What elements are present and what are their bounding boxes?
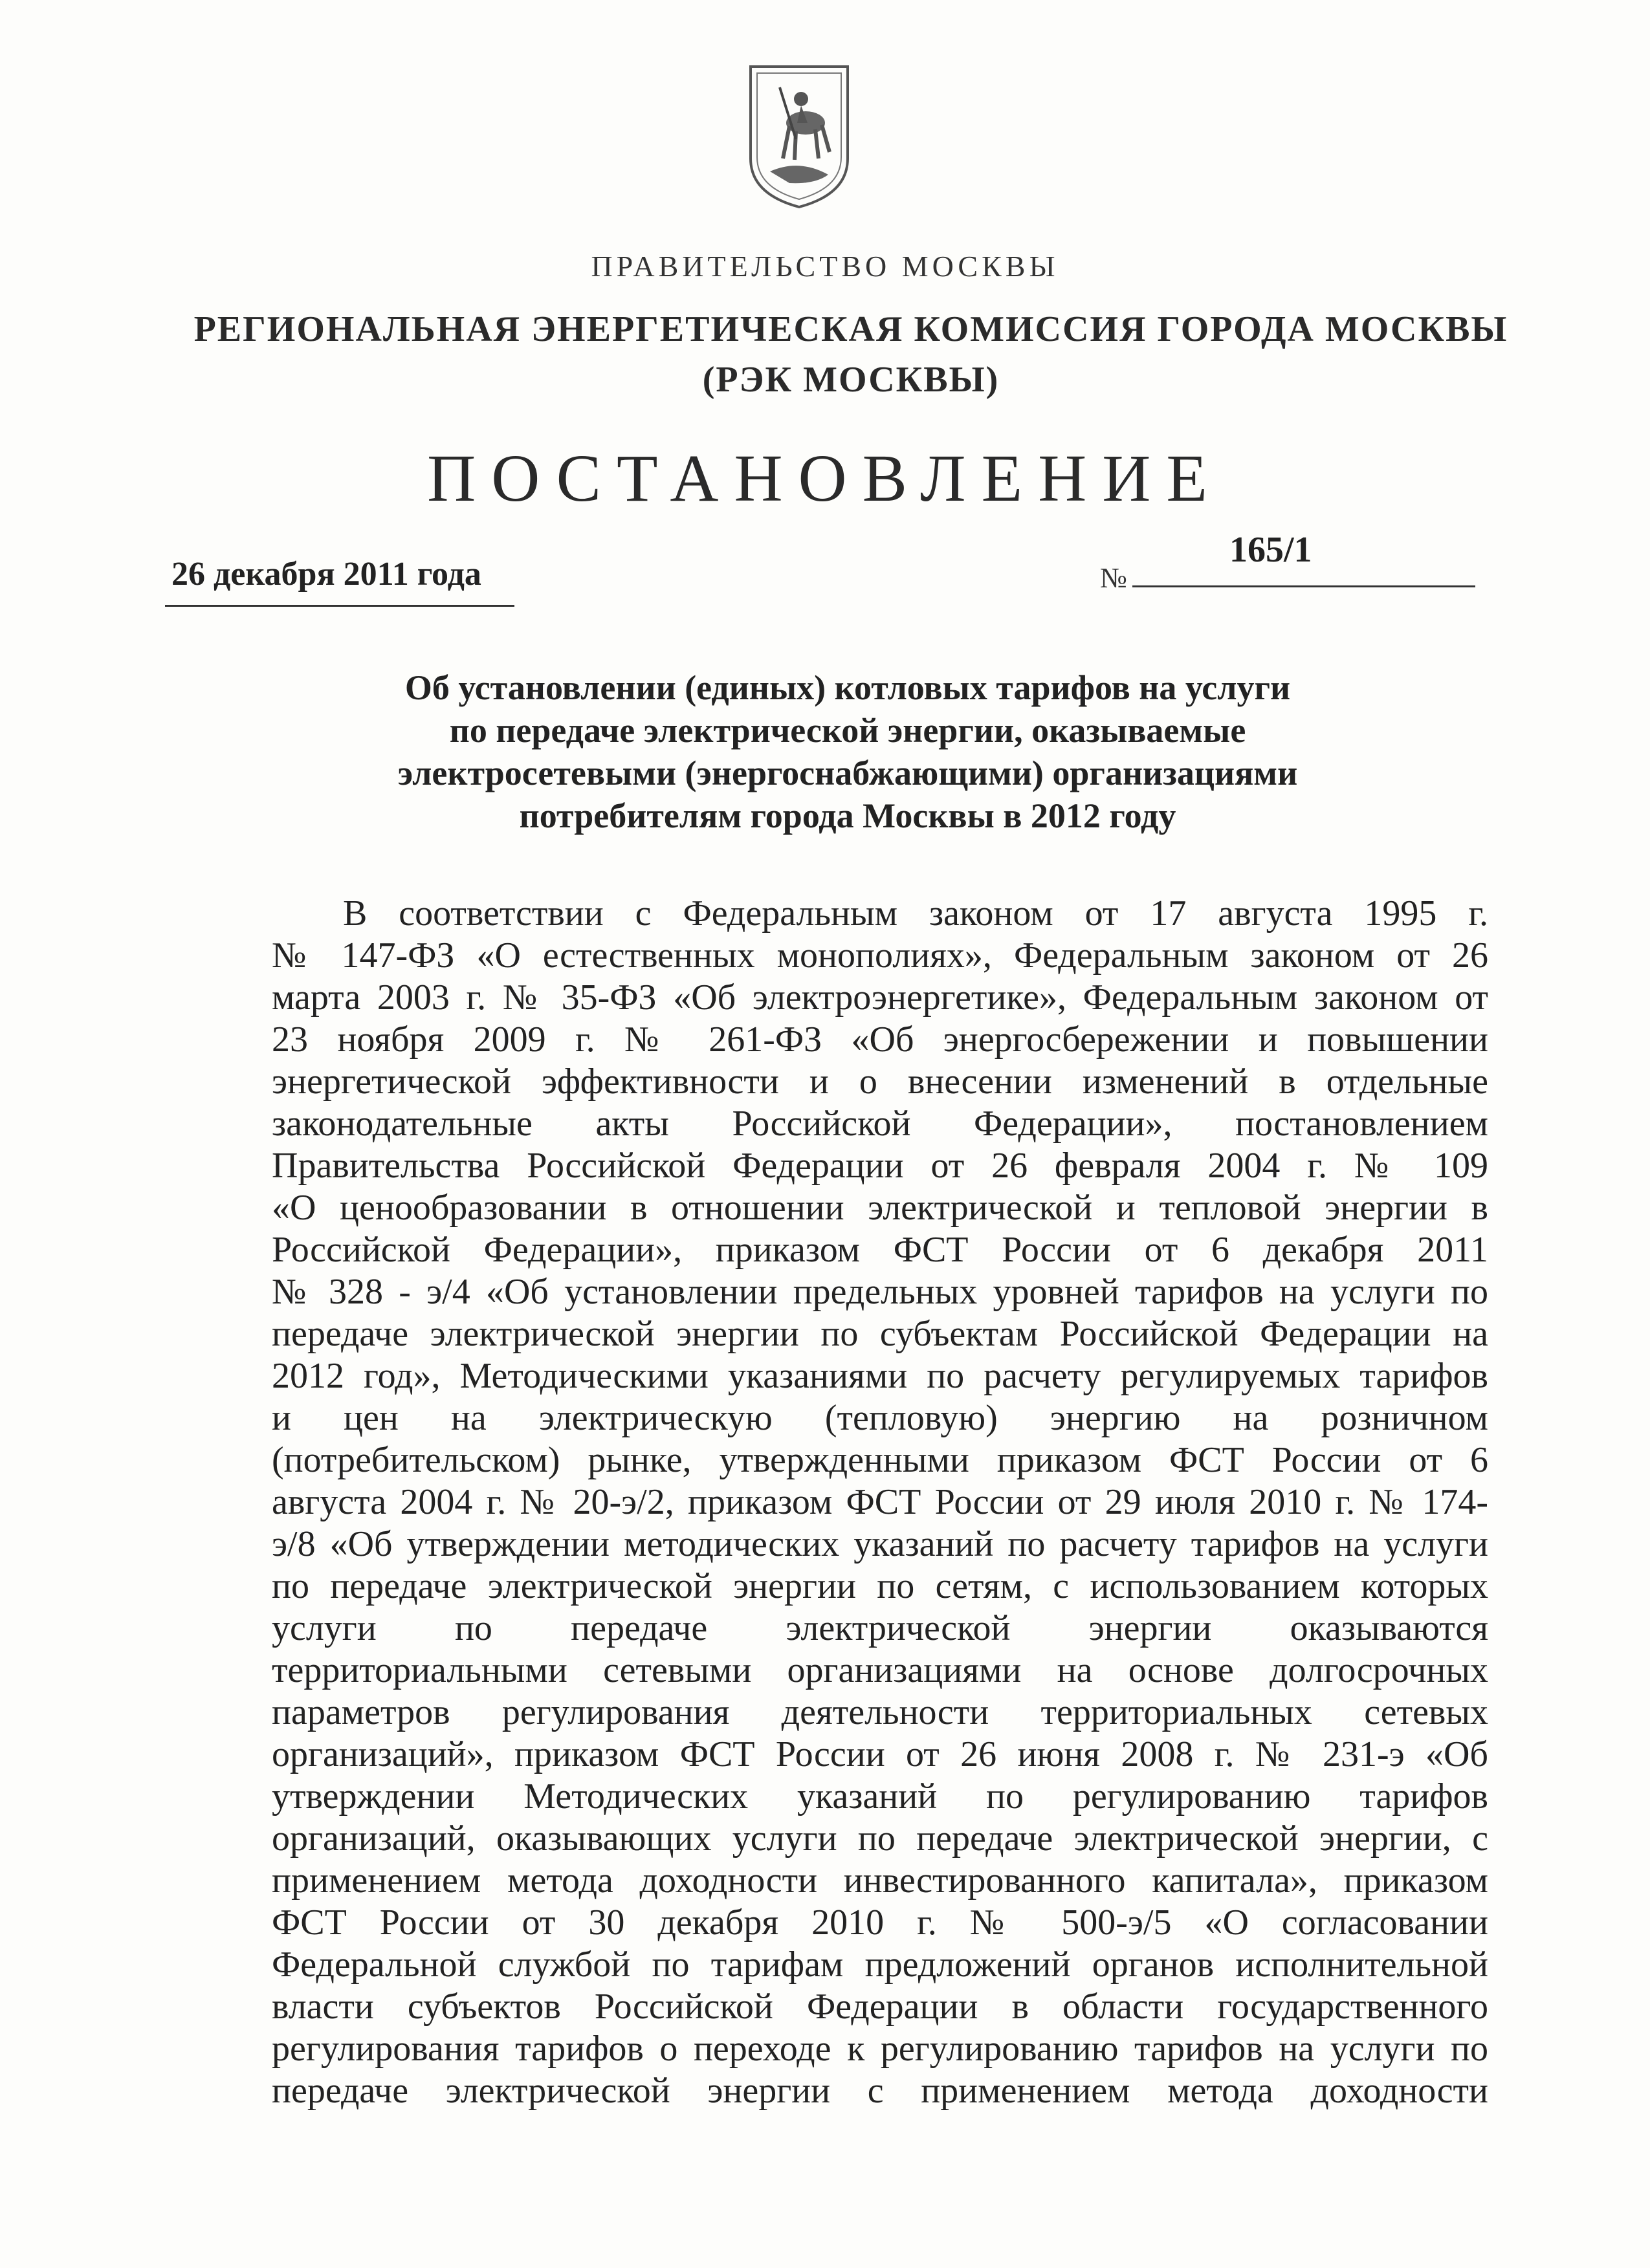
- title-line: Об установлении (единых) котловых тарифов на услуги: [404, 668, 1291, 707]
- commission-name-line1: РЕГИОНАЛЬНАЯ ЭНЕРГЕТИЧЕСКАЯ КОМИССИЯ ГОРОДА МОСКВЫ: [193, 309, 1508, 349]
- body-line: Федеральной службой по тарифам предложений органов исполнительной: [272, 1945, 1488, 1985]
- number-underline: [1132, 585, 1475, 587]
- title-line: потребителям города Москвы в 2012 году: [519, 796, 1176, 835]
- body-line: 2012 год», Методическими указаниями по расчету регулируемых тарифов: [272, 1356, 1488, 1396]
- body-line: параметров регулирования деятельности территориальных сетевых: [272, 1692, 1488, 1732]
- body-line: э/8 «Об утверждении методических указаний по расчету тарифов на услуги: [272, 1524, 1488, 1564]
- body-line: марта 2003 г. № 35-ФЗ «Об электроэнергетике», Федеральным законом от: [272, 977, 1488, 1018]
- body-line: утверждении Методических указаний по регулированию тарифов: [272, 1776, 1488, 1816]
- body-line: августа 2004 г. № 20-э/2, приказом ФСТ России от 29 июля 2010 г. № 174-: [272, 1482, 1488, 1522]
- body-line: передаче электрической энергии с применением метода доходности: [272, 2071, 1488, 2111]
- body-line: 23 ноября 2009 г. № 261-ФЗ «Об энергосбережении и повышении: [272, 1020, 1488, 1060]
- body-line: организаций», приказом ФСТ России от 26 июня 2008 г. № 231-э «Об: [272, 1734, 1488, 1774]
- document-title: [324, 666, 1372, 837]
- document-body: [272, 893, 1488, 2112]
- body-line: и цен на электрическую (тепловую) энергию на розничном: [272, 1398, 1488, 1438]
- body-line: Российской Федерации», приказом ФСТ России от 6 декабря 2011: [272, 1230, 1488, 1270]
- number-sign: №: [1100, 562, 1127, 594]
- commission-name: [155, 304, 1546, 405]
- body-line: применением метода доходности инвестированного капитала», приказом: [272, 1860, 1488, 1901]
- document-type: ПОСТАНОВЛЕНИЕ: [427, 441, 1223, 516]
- body-line: «О ценообразовании в отношении электрической и тепловой энергии в: [272, 1188, 1488, 1228]
- body-line: ФСТ России от 30 декабря 2010 г. № 500-э/5 «О согласовании: [272, 1903, 1488, 1943]
- date-underline: [165, 605, 514, 607]
- body-line: законодательные акты Российской Федерации», постановлением: [272, 1104, 1488, 1144]
- body-line: по передаче электрической энергии по сетям, с использованием которых: [272, 1566, 1488, 1606]
- body-line: Правительства Российской Федерации от 26 февраля 2004 г. № 109: [272, 1146, 1488, 1186]
- body-line: (потребительском) рынке, утвержденными приказом ФСТ России от 6: [272, 1440, 1488, 1480]
- moscow-coat-of-arms-icon: [744, 61, 854, 210]
- title-line: по передаче электрической энергии, оказываемые: [449, 711, 1246, 750]
- commission-name-line2: (РЭК МОСКВЫ): [702, 360, 1000, 400]
- body-line: № 147-ФЗ «О естественных монополиях», Федеральным законом от 26: [272, 935, 1488, 976]
- document-date: 26 декабря 2011 года: [171, 556, 481, 593]
- title-line: электросетевыми (энергоснабжающими) организациями: [397, 754, 1298, 792]
- body-line: территориальными сетевыми организациями на основе долгосрочных: [272, 1650, 1488, 1690]
- body-line: № 328 - э/4 «Об установлении предельных уровней тарифов на услуги по: [272, 1272, 1488, 1312]
- government-name: ПРАВИТЕЛЬСТВО МОСКВЫ: [591, 250, 1059, 283]
- body-line: передаче электрической энергии по субъектам Российской Федерации на: [272, 1314, 1488, 1354]
- document-number: 165/1: [1229, 530, 1312, 570]
- body-line: регулирования тарифов о переходе к регулированию тарифов на услуги по: [272, 2029, 1488, 2069]
- body-line: энергетической эффективности и о внесении изменений в отдельные: [272, 1062, 1488, 1102]
- body-line: организаций, оказывающих услуги по передаче электрической энергии, с: [272, 1818, 1488, 1859]
- body-line: В соответствии с Федеральным законом от 17 августа 1995 г.: [343, 893, 1488, 933]
- body-line: услуги по передаче электрической энергии оказываются: [272, 1608, 1488, 1648]
- body-line: власти субъектов Российской Федерации в области государственного: [272, 1987, 1488, 2027]
